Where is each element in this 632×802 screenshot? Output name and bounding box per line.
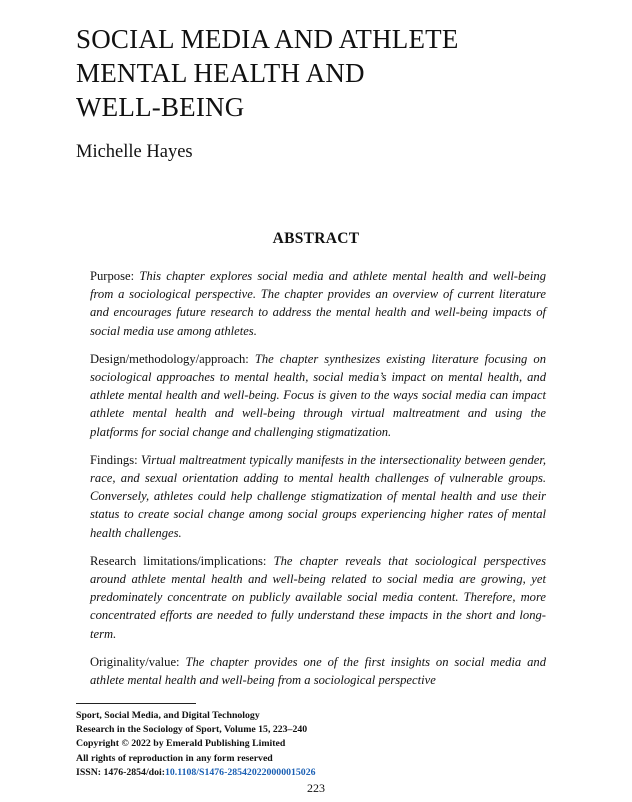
publication-footnote <box>76 709 546 780</box>
chapter-title-line: SOCIAL MEDIA AND ATHLETE <box>76 24 459 54</box>
chapter-title-line: MENTAL HEALTH AND <box>76 58 365 88</box>
abstract-section-purpose <box>90 267 546 340</box>
section-label: Findings: <box>90 452 138 467</box>
abstract-section-originality <box>90 653 546 689</box>
book-title: Sport, Social Media, and Digital Technology <box>76 710 260 721</box>
section-text: The chapter provides one of the first insights on social media and athlete mental health and well-being from a sociological perspective <box>90 654 546 688</box>
author-name: Michelle Hayes <box>76 142 193 162</box>
abstract-section-design <box>90 350 546 441</box>
copyright-line: Copyright © 2022 by Emerald Publishing Limited <box>76 738 286 750</box>
footnote-divider <box>76 703 196 704</box>
series-info: Research in the Sociology of Sport, Volume 15, 223–240 <box>76 724 308 736</box>
doi-link[interactable]: 10.1108/S1476-285420220000015026 <box>165 766 316 778</box>
abstract-section-findings <box>90 451 546 542</box>
abstract-section-limitations <box>90 552 546 643</box>
rights-line: All rights of reproduction in any form reserved <box>76 752 273 764</box>
section-text: The chapter reveals that sociological perspectives around athlete mental health and well-being related to social media are growing, yet predominately concentrate on publicly available social media content. Therefore, more concentrated efforts are needed to fully understand these impacts in the short and long-term. <box>90 553 546 641</box>
section-label: Research limitations/implications: <box>90 553 267 568</box>
section-label: Purpose: <box>90 269 135 283</box>
abstract-body <box>90 267 546 699</box>
section-text: Virtual maltreatment typically manifests in the intersectionality between gender, race, and sexual orientation adding to mental health challenges of vulnerable groups. Conversely, athletes could help challenge stigmatization of mental health and use their status to create social change among social groups experiencing higher rates of mental health challenges. <box>90 452 546 540</box>
section-text: The chapter synthesizes existing literature focusing on sociological approaches to mental health, social media’s impact on mental health, and athlete mental health and well-being. Focus is given to the ways social media can impact athlete mental health and well-being through virtual maltreatment and using the platforms for social change and challenging stigmatization. <box>90 351 546 439</box>
section-label: Originality/value: <box>90 654 180 669</box>
page-number: 223 <box>307 781 325 795</box>
section-text: This chapter explores social media and athlete mental health and well-being from a sociological perspective. The chapter provides an overview of current literature and encourages future research to address the mental health and well-being impacts of social media use among athletes. <box>90 269 546 338</box>
abstract-heading: ABSTRACT <box>272 230 360 247</box>
chapter-title-line: WELL-BEING <box>76 92 245 122</box>
section-label: Design/methodology/approach: <box>90 351 249 366</box>
chapter-title <box>76 22 576 124</box>
issn-prefix: ISSN: 1476-2854/doi: <box>76 766 165 778</box>
issn-doi-line <box>76 766 546 780</box>
